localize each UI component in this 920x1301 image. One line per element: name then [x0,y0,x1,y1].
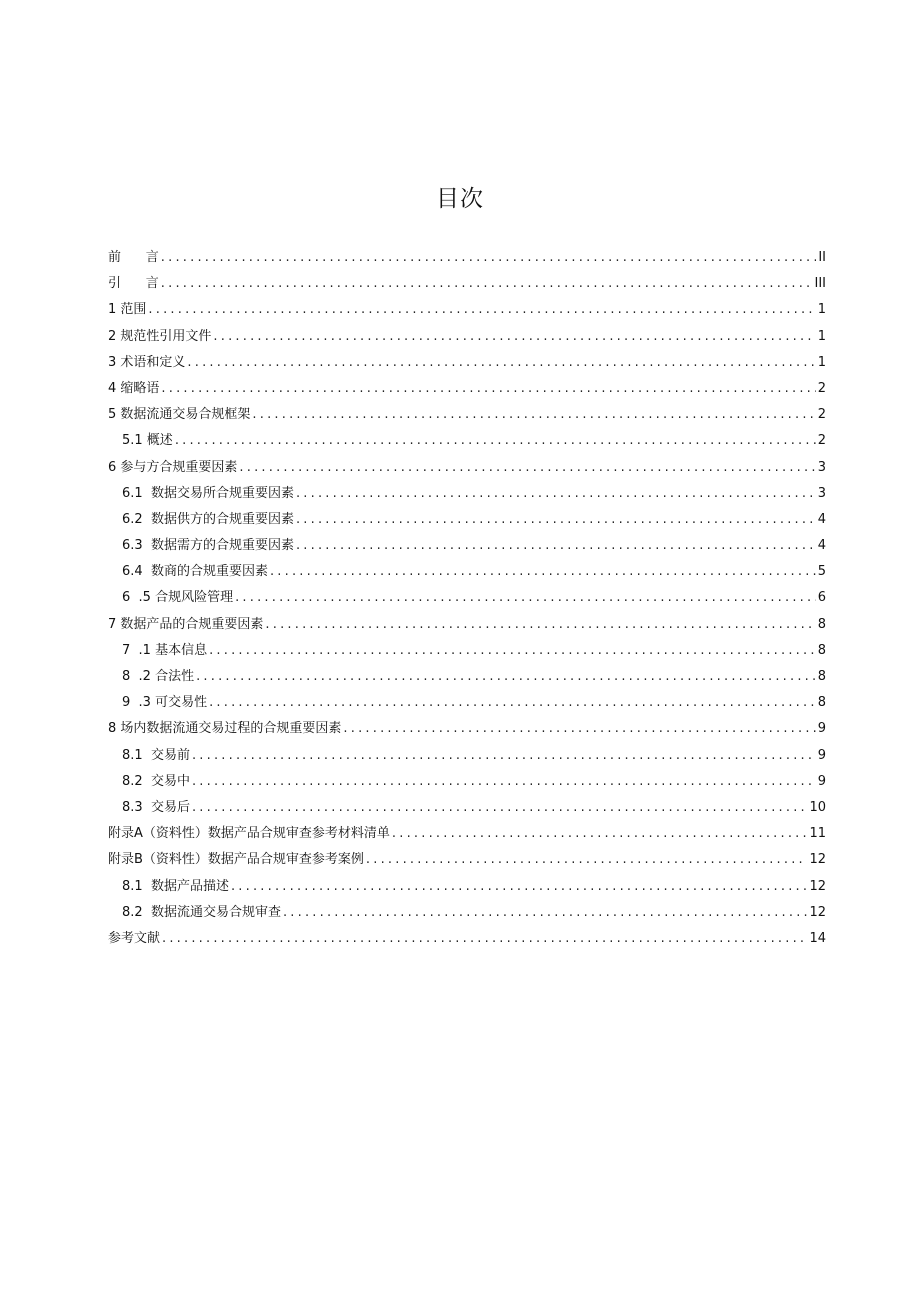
toc-entry-label: 3 术语和定义 [108,354,186,370]
toc-entry[interactable] [108,824,826,850]
toc-entry-page: 14 [809,930,826,946]
toc-entry-label: 6.1 数据交易所合规重要因素 [122,485,294,501]
toc-entry[interactable] [108,719,826,745]
dot-leader [235,588,816,608]
dot-leader [392,824,808,844]
toc-entry[interactable] [108,379,826,405]
toc-entry-page: 1 [817,328,826,344]
toc-entry-page: 2 [817,433,826,449]
dot-leader [161,379,815,399]
toc-entry-label: 4 缩略语 [108,380,160,396]
toc-entry-page: 1 [817,354,826,370]
toc-entry[interactable] [108,588,826,614]
toc-entry[interactable] [108,641,826,667]
toc-entry[interactable] [108,510,826,536]
toc-entry-label: 9 .3 可交易性 [122,695,208,711]
dot-leader [148,300,815,320]
toc-entry-page: 2 [817,380,826,396]
toc-entry-page: 5 [817,564,826,580]
toc-entry[interactable] [108,274,826,300]
toc-entry-page: 8 [817,642,826,658]
toc-entry[interactable] [108,850,826,876]
toc-entry-label: 8.2 交易中 [122,773,190,789]
dot-leader [209,693,816,713]
toc-entry-page: 2 [817,407,826,423]
toc-entry[interactable] [108,536,826,562]
toc-entry[interactable] [108,327,826,353]
toc-entry-label: 5 数据流通交易合规框架 [108,407,251,423]
toc-entry-page: 1 [817,302,826,318]
toc-entry-page: 6 [817,590,826,606]
table-of-contents [108,248,826,955]
toc-entry-label: 参考文献 [108,930,161,946]
toc-entry-label: 5.1 概述 [122,433,173,449]
dot-leader [213,327,815,347]
toc-entry-page: 12 [809,852,826,868]
toc-entry[interactable] [108,667,826,693]
dot-leader [161,274,813,294]
toc-entry-label: 8.1 数据产品描述 [122,878,229,894]
dot-leader [343,719,815,739]
toc-entry-page: 9 [817,747,826,763]
toc-entry[interactable] [108,353,826,379]
dot-leader [366,850,808,870]
dot-leader [296,536,816,556]
dot-leader [270,562,816,582]
toc-entry-page: 10 [809,799,826,815]
toc-entry-page: 4 [817,538,826,554]
dot-leader [239,458,815,478]
toc-entry-label: 8.2 数据流通交易合规审查 [122,904,281,920]
toc-entry[interactable] [108,300,826,326]
toc-entry-page: 8 [817,695,826,711]
toc-entry-page: 3 [817,485,826,501]
toc-entry-page: 3 [817,459,826,475]
toc-entry[interactable] [108,615,826,641]
toc-entry-page: 12 [809,904,826,920]
toc-entry[interactable] [108,903,826,929]
toc-entry[interactable] [108,248,826,274]
toc-entry-label: 8 .2 合法性 [122,669,195,684]
dot-leader [296,484,816,504]
dot-leader [161,248,817,268]
toc-entry-label: 7 数据产品的合规重要因素 [108,616,264,632]
toc-entry-label: 前 言 [108,250,159,265]
toc-entry-page: 12 [809,878,826,894]
toc-entry-label: 8 场内数据流通交易过程的合规重要因素 [108,721,342,737]
toc-entry[interactable] [108,458,826,484]
toc-entry[interactable] [108,798,826,824]
toc-entry[interactable] [108,746,826,772]
toc-entry-label: 8.3 交易后 [122,799,190,815]
toc-entry-label: 1 范围 [108,302,147,318]
dot-leader [209,641,816,661]
dot-leader [265,615,815,635]
toc-entry[interactable] [108,877,826,903]
toc-entry[interactable] [108,405,826,431]
toc-entry-page: 9 [817,773,826,789]
toc-entry-page: 4 [817,511,826,527]
toc-entry-page: III [814,276,826,292]
toc-entry[interactable] [108,431,826,457]
page-title: 目次 [436,186,484,212]
toc-entry-label: 2 规范性引用文件 [108,328,212,344]
dot-leader [187,353,815,373]
dot-leader [196,667,816,687]
toc-entry[interactable] [108,693,826,719]
toc-entry[interactable] [108,562,826,588]
toc-entry-label: 7 .1 基本信息 [122,642,208,658]
dot-leader [175,431,816,451]
toc-entry-label: 6.2 数据供方的合规重要因素 [122,511,294,527]
toc-entry-label: 6 .5 合规风险管理 [122,590,234,606]
toc-entry-page: 8 [817,616,826,632]
dot-leader [252,405,815,425]
dot-leader [162,929,807,949]
dot-leader [192,746,816,766]
dot-leader [296,510,816,530]
toc-entry-label: 6.3 数据需方的合规重要因素 [122,538,294,554]
dot-leader [192,798,808,818]
toc-entry-page: II [818,250,826,265]
toc-entry-label: 引 言 [108,276,159,292]
toc-entry-label: 8.1 交易前 [122,747,190,763]
toc-entry-page: 8 [817,669,826,684]
toc-entry-page: 11 [809,826,826,842]
toc-entry[interactable] [108,484,826,510]
toc-entry-label: 附录A（资料性）数据产品合规审查参考材料清单 [108,826,390,842]
toc-entry-label: 附录B（资料性）数据产品合规审查参考案例 [108,852,364,868]
toc-entry[interactable] [108,929,826,955]
toc-entry-page: 9 [817,721,826,737]
toc-entry-label: 6.4 数商的合规重要因素 [122,564,268,580]
toc-entry[interactable] [108,772,826,798]
dot-leader [283,903,808,923]
dot-leader [192,772,816,792]
toc-entry-label: 6 参与方合规重要因素 [108,459,238,475]
dot-leader [231,877,808,897]
